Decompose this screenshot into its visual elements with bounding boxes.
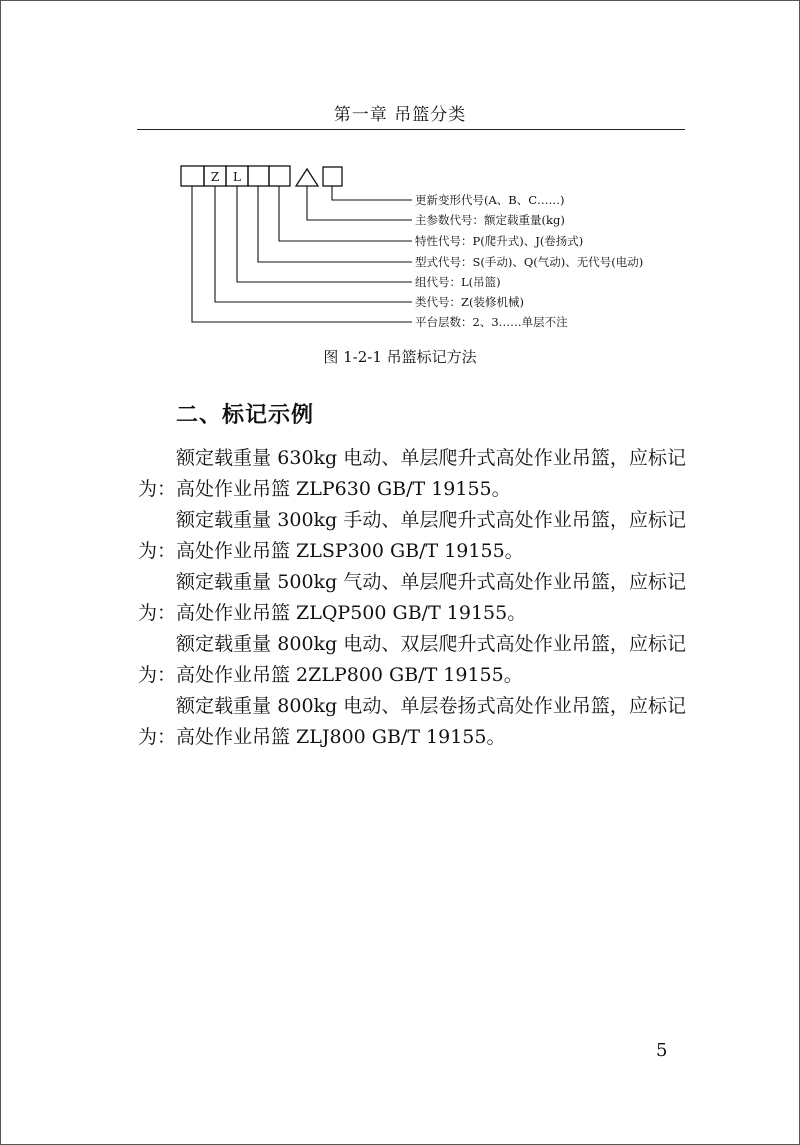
leader-lines bbox=[192, 186, 412, 322]
example-paragraph: 额定载重量 800kg 电动、单层卷扬式高处作业吊篮，应标记为：高处作业吊篮 ZLJ800 GB/T 19155。 bbox=[138, 695, 686, 748]
section-title: 二、标记示例 bbox=[176, 403, 315, 428]
code-box-5 bbox=[269, 166, 290, 186]
example-paragraph: 额定载重量 300kg 手动、单层爬升式高处作业吊篮，应标记为：高处作业吊篮 ZLSP300 GB/T 19155。 bbox=[138, 509, 686, 562]
label-platform-layers: 平台层数：2、3……单层不注 bbox=[415, 315, 568, 329]
code-box-3 bbox=[226, 166, 248, 186]
code-box-4 bbox=[248, 166, 269, 186]
label-variant-code: 更新变形代号(A、B、C……) bbox=[415, 193, 565, 207]
marking-diagram bbox=[0, 0, 800, 345]
page-number: 5 bbox=[656, 1040, 668, 1061]
example-paragraph: 额定载重量 800kg 电动、双层爬升式高处作业吊篮，应标记为：高处作业吊篮 2ZLP800 GB/T 19155。 bbox=[138, 633, 686, 686]
code-box-1 bbox=[181, 166, 204, 186]
label-class-code: 类代号：Z(装修机械) bbox=[415, 295, 524, 309]
figure-caption: 图 1-2-1 吊篮标记方法 bbox=[323, 348, 477, 366]
running-head: 第一章 吊篮分类 bbox=[333, 105, 467, 125]
label-main-parameter: 主参数代号：额定载重量(kg) bbox=[415, 213, 565, 227]
code-box-2-text: Z bbox=[210, 170, 220, 184]
example-paragraph: 额定载重量 500kg 气动、单层爬升式高处作业吊篮，应标记为：高处作业吊篮 ZLQP500 GB/T 19155。 bbox=[138, 571, 686, 624]
code-box-3-text: L bbox=[233, 170, 241, 184]
example-paragraph: 额定载重量 630kg 电动、单层爬升式高处作业吊篮，应标记为：高处作业吊篮 ZLP630 GB/T 19155。 bbox=[138, 447, 686, 500]
label-type-code: 型式代号：S(手动)、Q(气动)、无代号(电动) bbox=[415, 255, 644, 269]
label-group-code: 组代号：L(吊篮) bbox=[415, 275, 501, 289]
label-feature-code: 特性代号：P(爬升式)、J(卷扬式) bbox=[415, 234, 584, 248]
examples-body bbox=[138, 443, 686, 753]
triangle-placeholder-icon bbox=[296, 169, 318, 186]
code-box-2 bbox=[204, 166, 226, 186]
code-box-7 bbox=[323, 167, 342, 186]
